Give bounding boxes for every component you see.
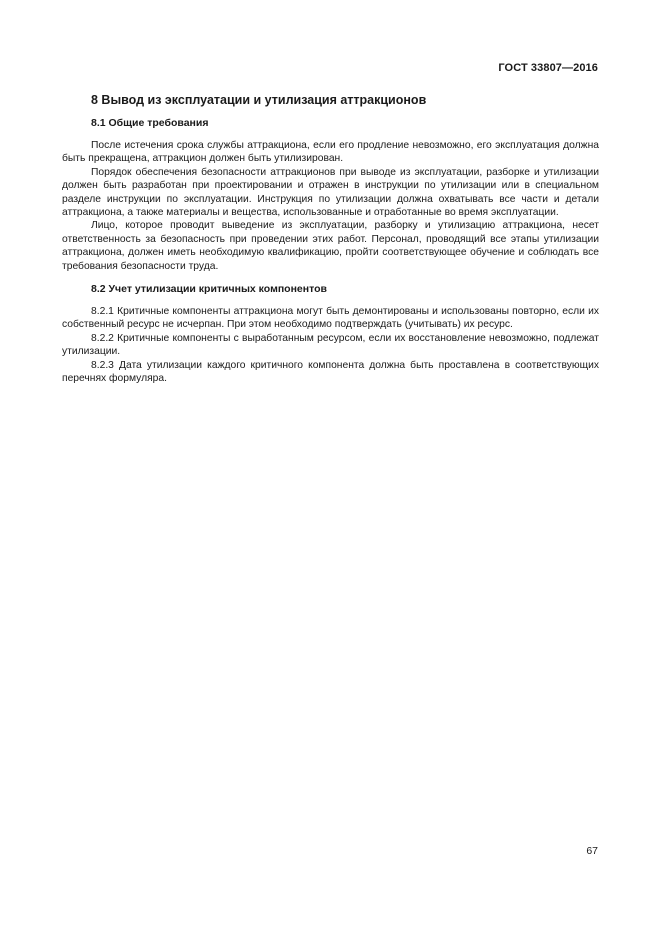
spacer xyxy=(62,273,599,282)
section-title: 8 Вывод из эксплуатации и утилизация аттракционов xyxy=(91,93,427,107)
paragraph-8-2-2: 8.2.2 Критичные компоненты с выработанным ресурсом, если их восстановление невозможно, подлежат утилизации. xyxy=(62,332,599,358)
document-code: ГОСТ 33807—2016 xyxy=(498,62,598,74)
paragraph-8-1-3: Лицо, которое проводит выведение из эксплуатации, разборку и утилизацию аттракциона, несет ответственность за безопасность при проведении этих работ. Персонал, проводящий все этапы утилизации аттракциона, должен иметь необходимую квалификацию, пройти соответствующее обучение и соблюдать все требования безопасности труда. xyxy=(62,220,599,272)
paragraph-8-2-1: 8.2.1 Критичные компоненты аттракциона могут быть демонтированы и использованы повторно, если их собственный ресурс не исчерпан. При этом необходимо подтверждать (учитывать) их ресурс. xyxy=(62,306,599,331)
subsection-title-8-1: 8.1 Общие требования xyxy=(91,117,209,129)
page-number: 67 xyxy=(586,845,598,857)
paragraph-8-1-2: Порядок обеспечения безопасности аттракционов при выводе из эксплуатации, разборке и утилизации должен быть разработан при проектировании и отражен в инструкции по утилизации или в специальном разделе инструкции по эксплуатации. Инструкция по утилизации должна охватывать все части и детали аттракциона, а также материалы и вещества, использованные и отработанные во время эксплуатации. xyxy=(62,166,599,219)
subsection-title-8-2: 8.2 Учет утилизации критичных компонентов xyxy=(91,283,327,296)
paragraph-8-2-3: 8.2.3 Дата утилизации каждого критичного компонента должна быть проставлена в соответствующих перечнях формуляра. xyxy=(62,359,599,385)
page-content xyxy=(62,92,599,386)
paragraph-8-1-1: После истечения срока службы аттракциона, если его продление невозможно, его эксплуатация должна быть прекращена, аттракцион должен быть утилизирован. xyxy=(62,140,599,165)
